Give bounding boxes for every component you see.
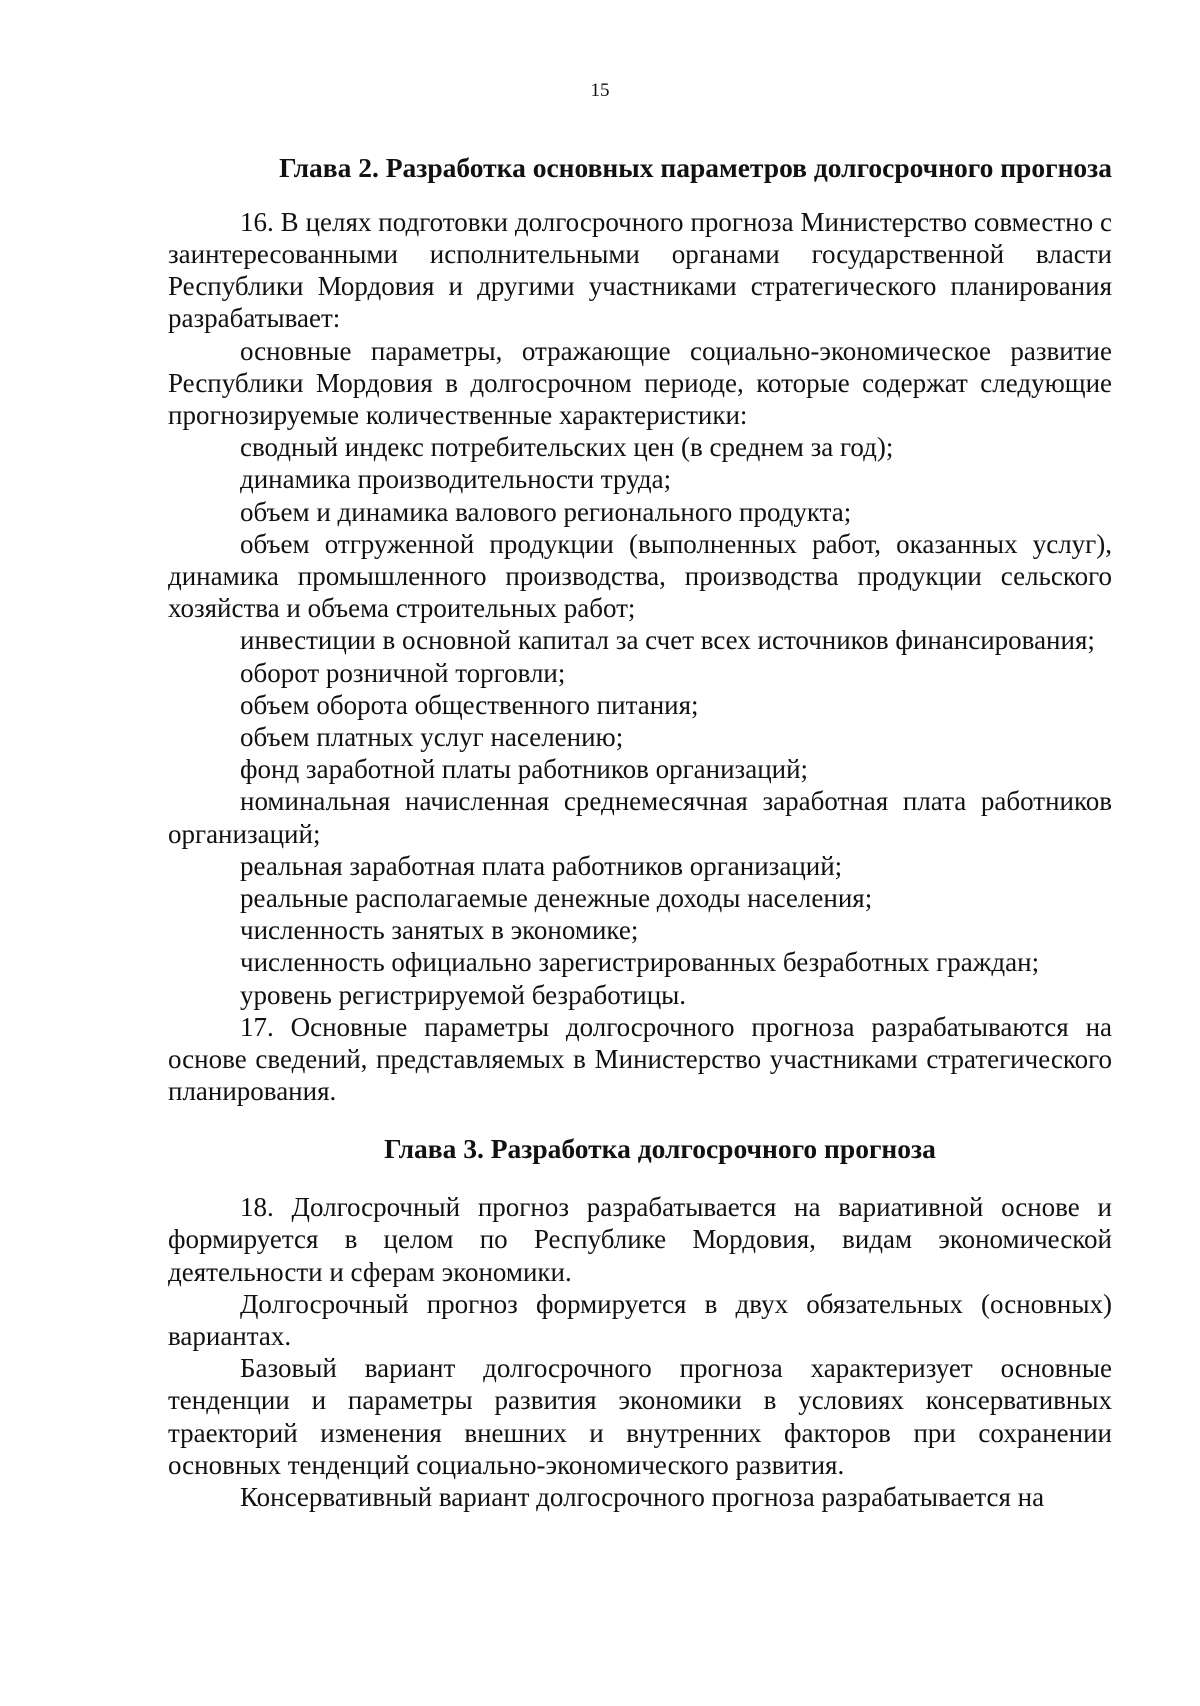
list-item: объем и динамика валового регионального продукта; <box>240 496 852 527</box>
list-item: численность занятых в экономике; <box>240 915 639 946</box>
list-item: оборот розничной торговли; <box>240 657 566 688</box>
paragraph-16: 16. В целях подготовки долгосрочного прогноза Министерство совместно с заинтересованными исполнительными органами государственной власти Республики Мордовия и другими участниками стратегического планирования разрабатывает: <box>168 206 1112 334</box>
paragraph-base-variant: Базовый вариант долгосрочного прогноза характеризует основные тенденции и параметры развития экономики в условиях консервативных траекторий изменения внешних и внутренних факторов при сохранении основных тенденций социально-экономического развития. <box>168 1353 1112 1480</box>
list-item: динамика производительности труда; <box>240 464 672 495</box>
list-item: объем платных услуг населению; <box>240 722 624 752</box>
paragraph-main-parameters: основные параметры, отражающие социально-экономическое развитие Республики Мордовия в долгосрочном периоде, которые содержат следующие прогнозируемые количественные характеристики: <box>168 335 1112 430</box>
chapter-3-title: Глава 3. Разработка долгосрочного прогноза <box>384 1133 936 1165</box>
paragraph-conservative-variant: Консервативный вариант долгосрочного прогноза разрабатывается на <box>240 1482 1045 1513</box>
paragraph-17: 17. Основные параметры долгосрочного прогноза разрабатываются на основе сведений, представляемых в Министерство участниками стратегического планирования. <box>168 1011 1112 1107</box>
paragraph-18: 18. Долгосрочный прогноз разрабатывается на вариативной основе и формируется в целом по Республике Мордовия, видам экономической деятельности и сферам экономики. <box>168 1192 1112 1287</box>
list-item: объем отгруженной продукции (выполненных работ, оказанных услуг), динамика промышленного производства, производства продукции сельского хозяйства и объема строительных работ; <box>168 528 1112 624</box>
list-item: реальная заработная плата работников организаций; <box>240 850 843 881</box>
paragraph-variants: Долгосрочный прогноз формируется в двух обязательных (основных) вариантах. <box>168 1288 1112 1351</box>
document-body <box>168 150 1112 1513</box>
page-number: 15 <box>590 80 610 101</box>
list-item: численность официально зарегистрированных безработных граждан; <box>240 947 1040 978</box>
list-item: номинальная начисленная среднемесячная заработная плата работников организаций; <box>168 786 1112 849</box>
list-item: фонд заработной платы работников организаций; <box>240 754 809 785</box>
list-item: объем оборота общественного питания; <box>240 689 699 720</box>
list-item: уровень регистрируемой безработицы. <box>240 979 687 1010</box>
chapter-3-body <box>168 1191 1112 1513</box>
list-item: инвестиции в основной капитал за счет всех источников финансирования; <box>240 625 1095 656</box>
chapter-2-title: Глава 2. Разработка основных параметров долгосрочного прогноза <box>279 152 1112 183</box>
chapter-2-body <box>168 206 1112 1108</box>
list-item: сводный индекс потребительских цен (в среднем за год); <box>240 432 894 463</box>
list-item: реальные располагаемые денежные доходы населения; <box>240 883 873 914</box>
